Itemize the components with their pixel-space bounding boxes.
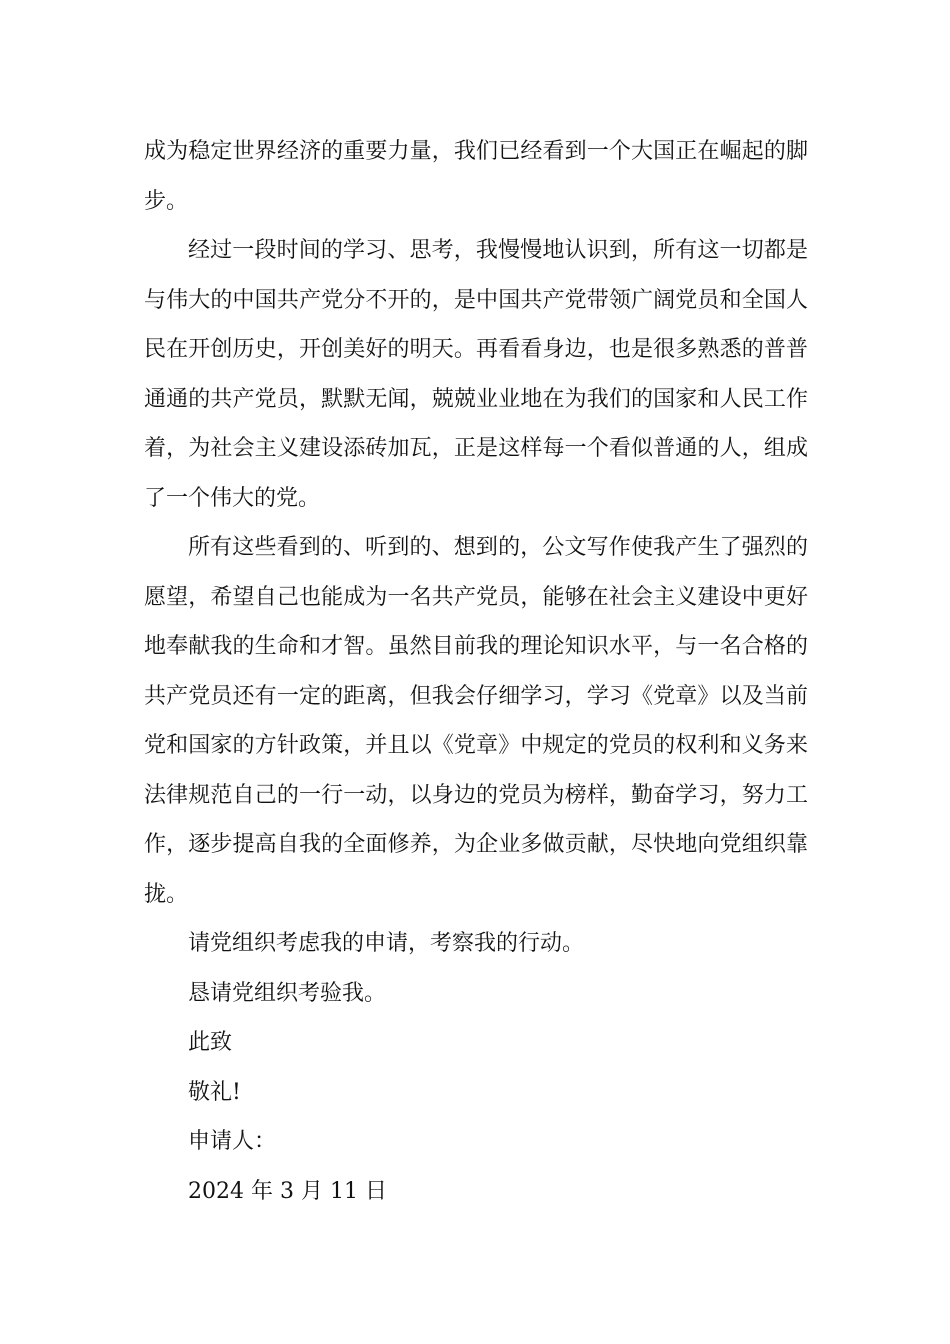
paragraph-continuation: 成为稳定世界经济的重要力量，我们已经看到一个大国正在崛起的脚步。 [144, 139, 808, 214]
document-body [144, 127, 808, 1216]
document-date: 2024 年 3 月 11 日 [188, 1178, 387, 1204]
paragraph-realization: 经过一段时间的学习、思考，我慢慢地认识到，所有这一切都是与伟大的中国共产党分不开的，是中国共产党带领广阔党员和全国人民在开创历史，开创美好的明天。再看看身边，也是很多熟悉的普普通通的共产党员，默默无闻，兢兢业业地在为我们的国家和人民工作着，为社会主义建设添砖加瓦，正是这样每一个看似普通的人，组成了一个伟大的党。 [144, 238, 808, 511]
paragraph-aspiration: 所有这些看到的、听到的、想到的，公文写作使我产生了强烈的愿望，希望自己也能成为一名共产党员，能够在社会主义建设中更好地奉献我的生命和才智。虽然目前我的理论知识水平，与一名合格的共产党员还有一定的距离，但我会仔细学习，学习《党章》以及当前党和国家的方针政策，并且以《党章》中规定的党员的权利和义务来法律规范自己的一行一动，以身边的党员为榜样，勤奋学习，努力工作，逐步提高自我的全面修养，为企业多做贡献，尽快地向党组织靠拢。 [144, 535, 808, 907]
closing-regards: 敬礼! [188, 1079, 241, 1105]
paragraph-request: 请党组织考虑我的申请，考察我的行动。 [188, 931, 585, 956]
closing-salutation: 此致 [188, 1030, 233, 1055]
applicant-label: 申请人： [188, 1129, 277, 1154]
paragraph-plea: 恳请党组织考验我。 [188, 980, 387, 1006]
